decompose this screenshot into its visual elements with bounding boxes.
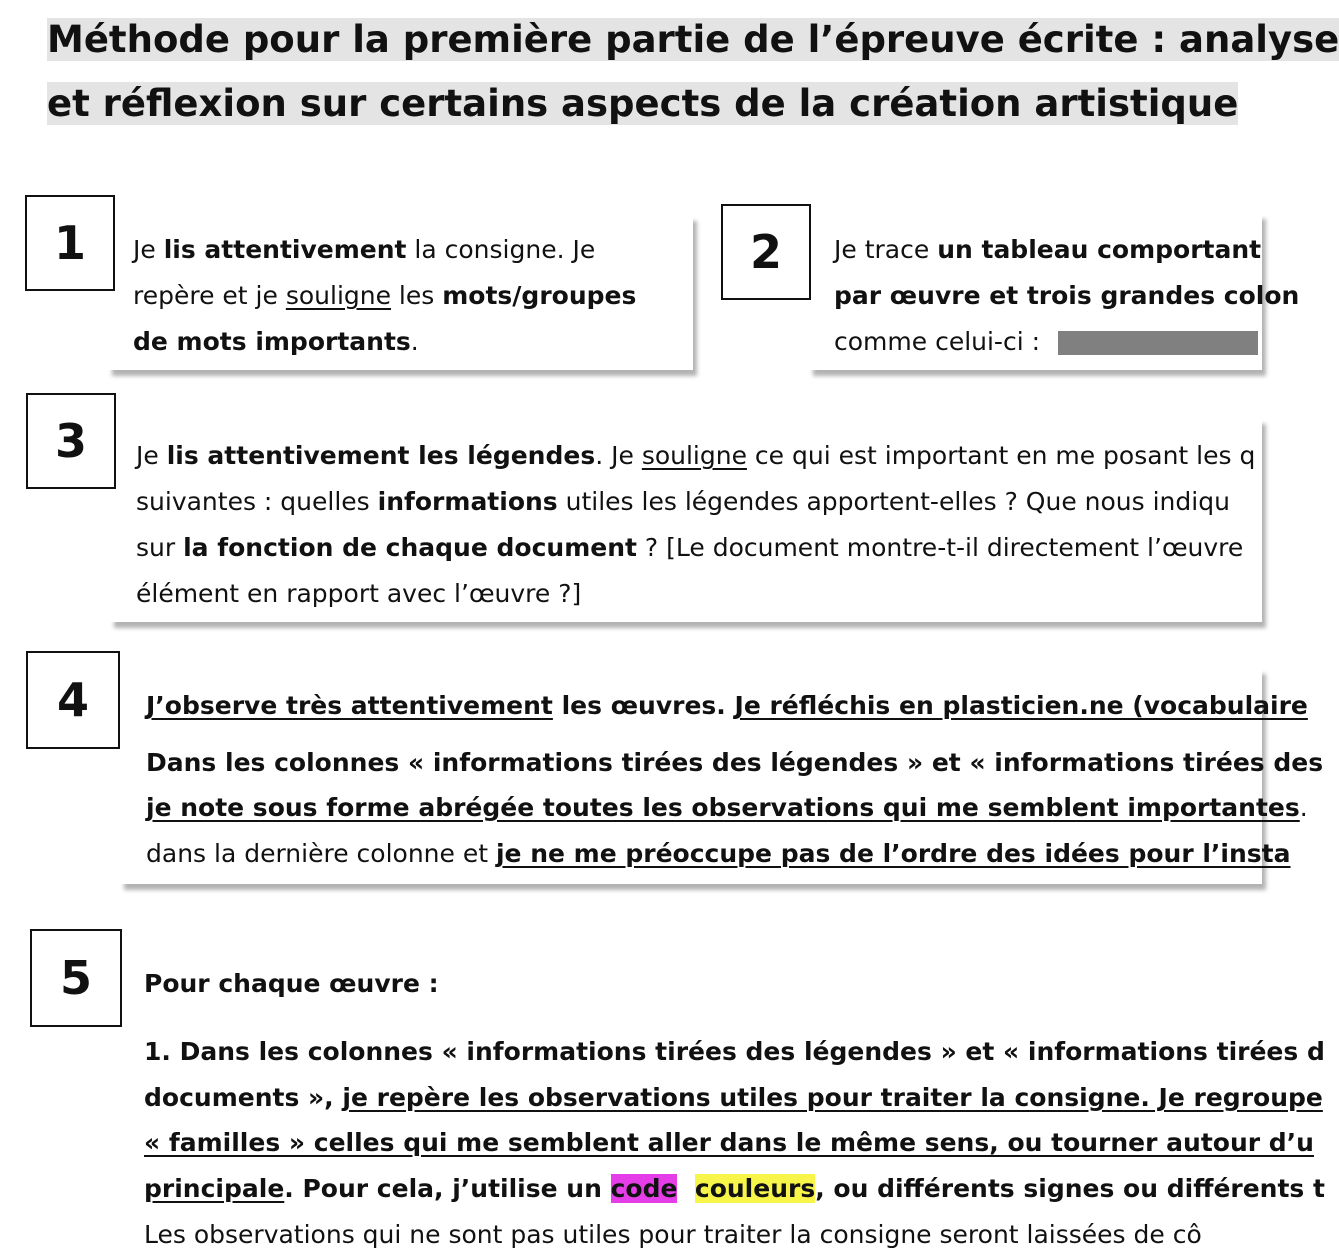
highlight-couleurs: couleurs [694, 1174, 816, 1203]
step-4-line-3: je note sous forme abrégée toutes les observations qui me semblent importantes. [146, 793, 1308, 822]
step-2-line-1: Je trace un tableau comportant [834, 235, 1262, 264]
step-number-1: 1 [25, 195, 115, 291]
step-number-3: 3 [26, 393, 116, 489]
step-3-line-4: élément en rapport avec l’œuvre ?] [136, 579, 582, 608]
step-5-line-2: documents », je repère les observations utiles pour traiter la consigne. Je regroupe [144, 1083, 1323, 1112]
step-4-card [120, 668, 1324, 884]
step-5-line-1: 1. Dans les colonnes « informations tirées des légendes » et « informations tirées d [144, 1037, 1325, 1066]
page-title-line-1: Méthode pour la première partie de l’épreuve écrite : analyse [47, 18, 1339, 61]
step-3-line-3: sur la fonction de chaque document ? [Le document montre-t-il directement l’œuvre [136, 533, 1244, 562]
step-number-2: 2 [721, 204, 811, 300]
step-5-heading: Pour chaque œuvre : [144, 969, 439, 998]
step-5-card [120, 945, 1325, 1249]
step-1-line-1: Je lis attentivement la consigne. Je [133, 235, 596, 264]
step-2-card [809, 213, 1300, 370]
step-3-line-1: Je lis attentivement les légendes. Je souligne ce qui est important en me posant les q [136, 441, 1256, 470]
step-2-line-3: comme celui-ci : [834, 319, 1258, 365]
step-1-line-3: de mots importants. [133, 327, 419, 356]
highlight-code: code [610, 1174, 678, 1203]
step-4-line-2: Dans les colonnes « informations tirées des légendes » et « informations tirées des [146, 748, 1324, 777]
step-1-card [108, 215, 693, 370]
step-number-4: 4 [26, 651, 120, 749]
step-5-line-3: « familles » celles qui me semblent aller dans le même sens, ou tourner autour d’u [144, 1128, 1314, 1157]
step-3-card [110, 418, 1262, 622]
page-title-line-2: et réflexion sur certains aspects de la création artistique [47, 82, 1239, 125]
step-3-line-2: suivantes : quelles informations utiles les légendes apportent-elles ? Que nous indiqu [136, 487, 1230, 516]
step-2-line-2: par œuvre et trois grandes colon [834, 281, 1300, 310]
step-4-line-1: J’observe très attentivement les œuvres. Je réfléchis en plasticien.ne (vocabulaire [146, 691, 1308, 720]
step-1-line-2: repère et je souligne les mots/groupes [133, 281, 637, 310]
step-4-line-4: dans la dernière colonne et je ne me préoccupe pas de l’ordre des idées pour l’insta [146, 839, 1291, 868]
step-5-line-4: principale. Pour cela, j’utilise un code couleurs, ou différents signes ou différents t [144, 1174, 1325, 1203]
step-number-5: 5 [30, 929, 122, 1027]
step-5-line-5: Les observations qui ne sont pas utiles pour traiter la consigne seront laissées de cô [144, 1220, 1202, 1249]
example-table-placeholder [1058, 331, 1258, 355]
